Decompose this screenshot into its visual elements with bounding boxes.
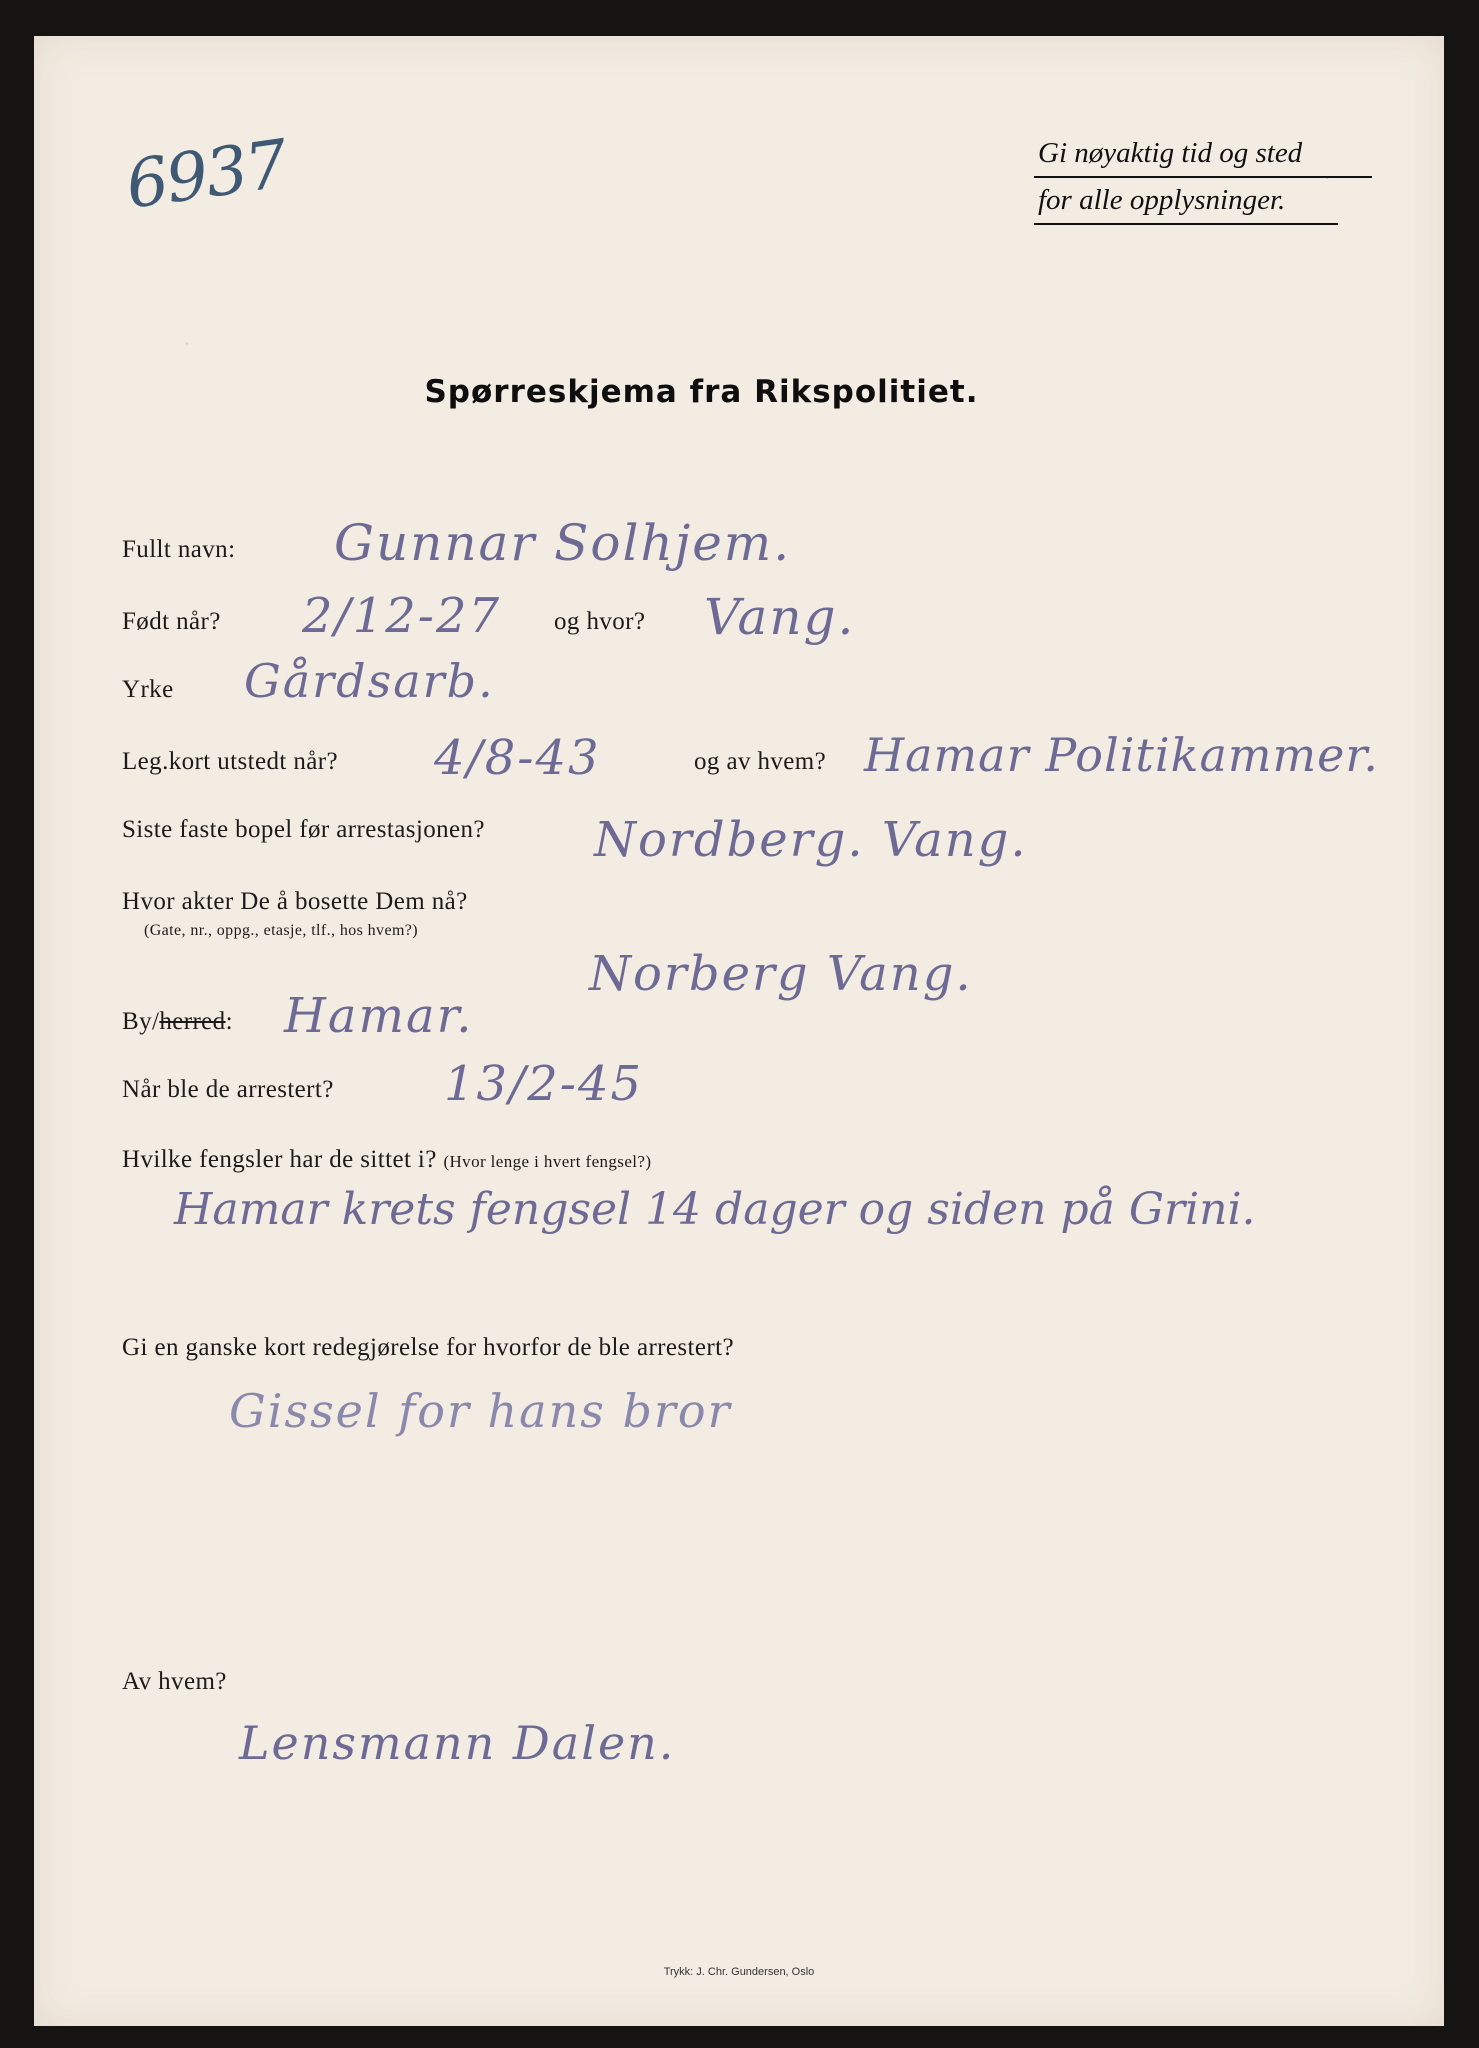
by-whom-label: Av hvem? [122,1668,227,1695]
full-name-value: Gunnar Solhjem. [334,514,792,572]
arrest-date-value: 13/2-45 [444,1056,644,1112]
occupation-value: Gårdsarb. [244,654,495,708]
id-card-issuer-label: og av hvem? [694,748,827,775]
future-address-value: Norberg Vang. [589,946,973,1002]
prisons-value: Hamar krets fengsel 14 dager og siden på Grini. [174,1184,1256,1235]
notice-line-2: for alle opplysninger. [1034,178,1338,225]
instruction-notice [1034,131,1372,225]
full-name-label: Fullt navn: [122,536,236,563]
reason-label: Gi en ganske kort redegjørelse for hvorfor de ble arrestert? [122,1334,734,1361]
future-address-label: Hvor akter De å bosette Dem nå? [122,888,468,915]
prisons-sublabel: (Hvor lenge i hvert fengsel?) [443,1152,652,1171]
show-through-text: · [184,334,191,353]
show-through-text: · [1324,168,1331,189]
born-when-value: 2/12-27 [302,588,502,644]
occupation-label: Yrke [122,676,174,703]
reference-number: 6937 [121,125,291,224]
born-where-value: Vang. [704,588,856,646]
arrest-date-label: Når ble de arrestert? [122,1076,334,1103]
last-address-value: Nordberg. Vang. [594,812,1028,868]
last-address-label: Siste faste bopel før arrestasjonen? [122,816,485,843]
born-when-label: Født når? [122,608,221,635]
town-label-by: By/ [122,1008,160,1035]
town-value: Hamar. [284,988,474,1044]
town-label-herred: herred [159,1008,226,1035]
prisons-label [122,1146,651,1174]
printer-imprint: Trykk: J. Chr. Gundersen, Oslo [663,1966,815,1978]
born-where-label: og hvor? [554,608,646,635]
reason-value: Gissel for hans bror [229,1384,732,1438]
id-card-date-value: 4/8-43 [434,730,601,786]
by-whom-value: Lensmann Dalen. [239,1716,676,1770]
town-label [122,1008,233,1036]
notice-line-1: Gi nøyaktig tid og sted [1034,131,1372,178]
future-address-sublabel: (Gate, nr., oppg., etasje, tlf., hos hvem?) [144,922,419,939]
prisons-label-main: Hvilke fengsler har de sittet i? [122,1146,437,1173]
id-card-issuer-value: Hamar Politikammer. [864,728,1379,782]
form-title: Spørreskjema fra Rikspolitiet. [424,374,979,410]
id-card-date-label: Leg.kort utstedt når? [122,748,338,775]
form-paper [34,36,1444,2026]
town-label-colon: : [225,1008,233,1035]
